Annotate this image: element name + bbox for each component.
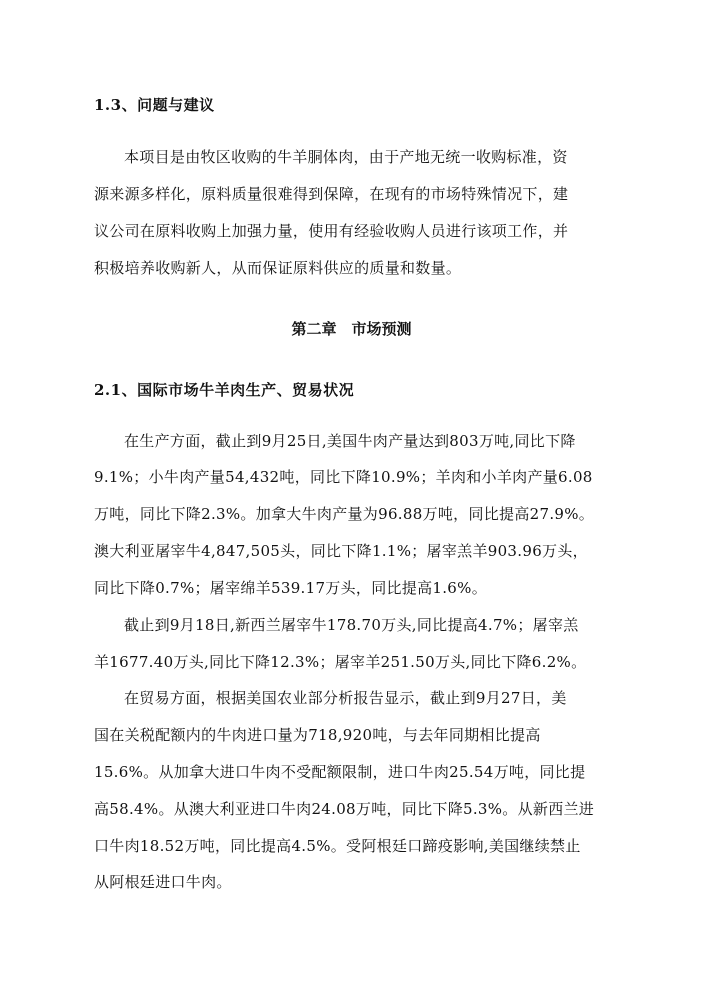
section-heading-2-1: 2.1、国际市场牛羊肉生产、贸易状况: [94, 381, 355, 399]
paragraph-line: 同比下降0.7%；屠宰绵羊539.17万头，同比提高1.6%。: [94, 579, 488, 597]
paragraph-line: 澳大利亚屠宰牛4,847,505头，同比下降1.1%；屠宰羔羊903.96万头，: [94, 542, 588, 560]
paragraph-line: 截止到9月18日,新西兰屠宰牛178.70万头,同比提高4.7%；屠宰羔: [124, 616, 579, 634]
section-heading-1-3: 1.3、问题与建议: [94, 96, 215, 114]
chapter-title: 第二章 市场预测: [291, 320, 412, 338]
paragraph-line: 在贸易方面，根据美国农业部分析报告显示，截止到9月27日，美: [124, 689, 567, 707]
paragraph-line: 国在关税配额内的牛肉进口量为718,920吨，与去年同期相比提高: [94, 726, 541, 744]
paragraph-line: 在生产方面，截止到9月25日,美国牛肉产量达到803万吨,同比下降: [124, 432, 576, 450]
paragraph-line: 源来源多样化，原料质量很难得到保障，在现有的市场特殊情况下，建: [94, 185, 569, 203]
paragraph-line: 万吨，同比下降2.3%。加拿大牛肉产量为96.88万吨，同比提高27.9%。: [94, 505, 595, 523]
paragraph-line: 9.1%；小牛肉产量54,432吨，同比下降10.9%；羊肉和小羊肉产量6.08: [94, 468, 593, 486]
paragraph-line: 本项目是由牧区收购的牛羊胴体肉，由于产地无统一收购标准，资: [124, 148, 568, 166]
paragraph-line: 15.6%。从加拿大进口牛肉不受配额限制，进口牛肉25.54万吨，同比提: [94, 763, 586, 781]
paragraph-line: 从阿根廷进口牛肉。: [94, 873, 232, 891]
paragraph-line: 口牛肉18.52万吨，同比提高4.5%。受阿根廷口蹄疫影响,美国继续禁止: [94, 837, 581, 855]
paragraph-line: 羊1677.40万头,同比下降12.3%；屠宰羊251.50万头,同比下降6.2%。: [94, 653, 587, 671]
paragraph-line: 议公司在原料收购上加强力量，使用有经验收购人员进行该项工作，并: [94, 222, 569, 240]
paragraph-line: 高58.4%。从澳大利亚进口牛肉24.08万吨，同比下降5.3%。从新西兰进: [94, 800, 595, 818]
paragraph-line: 积极培养收购新人，从而保证原料供应的质量和数量。: [94, 259, 462, 277]
